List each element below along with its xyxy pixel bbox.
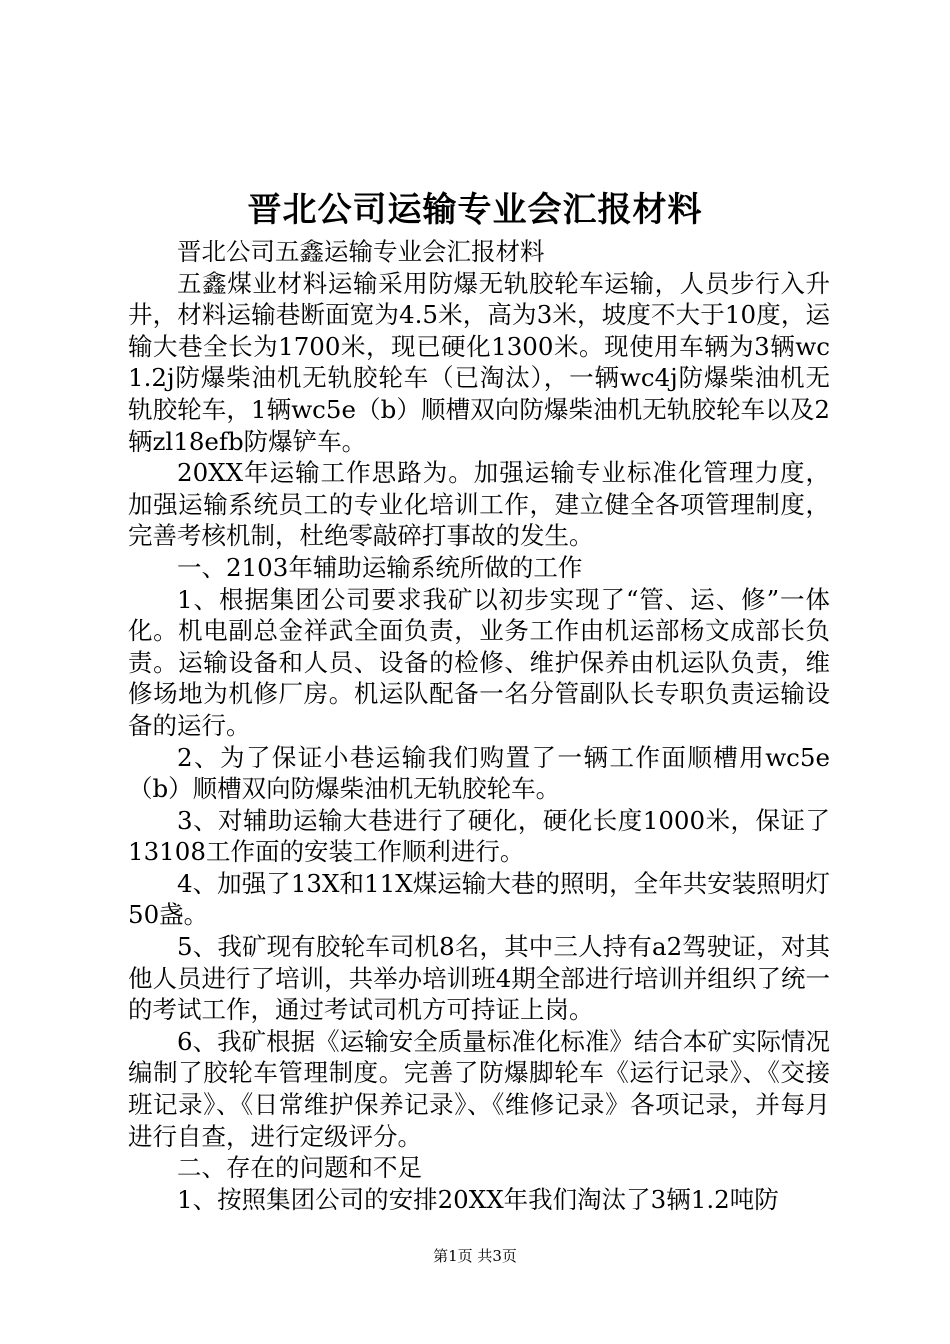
- paragraph-item-4: 4、加强了13X和11X煤运输大巷的照明，全年共安装照明灯50盏。: [128, 868, 830, 930]
- paragraph-item-1: 1、根据集团公司要求我矿以初步实现了“管、运、修”一体化。机电副总金祥武全面负责，业务工作由机运部杨文成部长负责。运输设备和人员、设备的检修、维护保养由机运队负责，维修场地为机修厂房。机运队配备一名分管副队长专职负责运输设备的运行。: [128, 584, 830, 740]
- paragraph-item-5: 5、我矿现有胶轮车司机8名，其中三人持有a2驾驶证，对其他人员进行了培训，共举办培训班4期全部进行培训并组织了统一的考试工作，通过考试司机方可持证上岗。: [128, 932, 830, 1025]
- paragraph-item-2: 2、为了保证小巷运输我们购置了一辆工作面顺槽用wc5e（b）顺槽双向防爆柴油机无轨胶轮车。: [128, 742, 830, 804]
- section-heading-problems: 二、存在的问题和不足: [177, 1153, 422, 1183]
- page-footer: 第1页 共3页: [433, 1247, 517, 1265]
- paragraph-overview: 五鑫煤业材料运输采用防爆无轨胶轮车运输，人员步行入升井，材料运输巷断面宽为4.5米，高为3米，坡度不大于10度，运输大巷全长为1700米，现已硬化1300米。现使用车辆为3辆wc1.2j防爆柴油机无轨胶轮车（已淘汰），一辆wc4j防爆柴油机无轨胶轮车，1辆wc5e（b）顺槽双向防爆柴油机无轨胶轮车以及2辆zl18efb防爆铲车。: [128, 268, 830, 456]
- document-body: [128, 236, 830, 1215]
- paragraph-item-3: 3、对辅助运输大巷进行了硬化，硬化长度1000米，保证了13108工作面的安装工作顺利进行。: [128, 805, 830, 867]
- document-title: 晋北公司运输专业会汇报材料: [247, 190, 703, 230]
- paragraph-work-plan: 20XX年运输工作思路为。加强运输专业标准化管理力度，加强运输系统员工的专业化培训工作，建立健全各项管理制度，完善考核机制，杜绝零敲碎打事故的发生。: [128, 458, 830, 551]
- section-heading-work-done: 一、2103年辅助运输系统所做的工作: [177, 552, 583, 582]
- paragraph-subtitle: 晋北公司五鑫运输专业会汇报材料: [177, 237, 545, 266]
- paragraph-item-6: 6、我矿根据《运输安全质量标准化标准》结合本矿实际情况编制了胶轮车管理制度。完善了防爆脚轮车《运行记录》、《交接班记录》、《日常维护保养记录》、《维修记录》各项记录，并每月进行自查，进行定级评分。: [128, 1026, 830, 1151]
- paragraph-problem-1: 1、按照集团公司的安排20XX年我们淘汰了3辆1.2吨防: [177, 1184, 779, 1214]
